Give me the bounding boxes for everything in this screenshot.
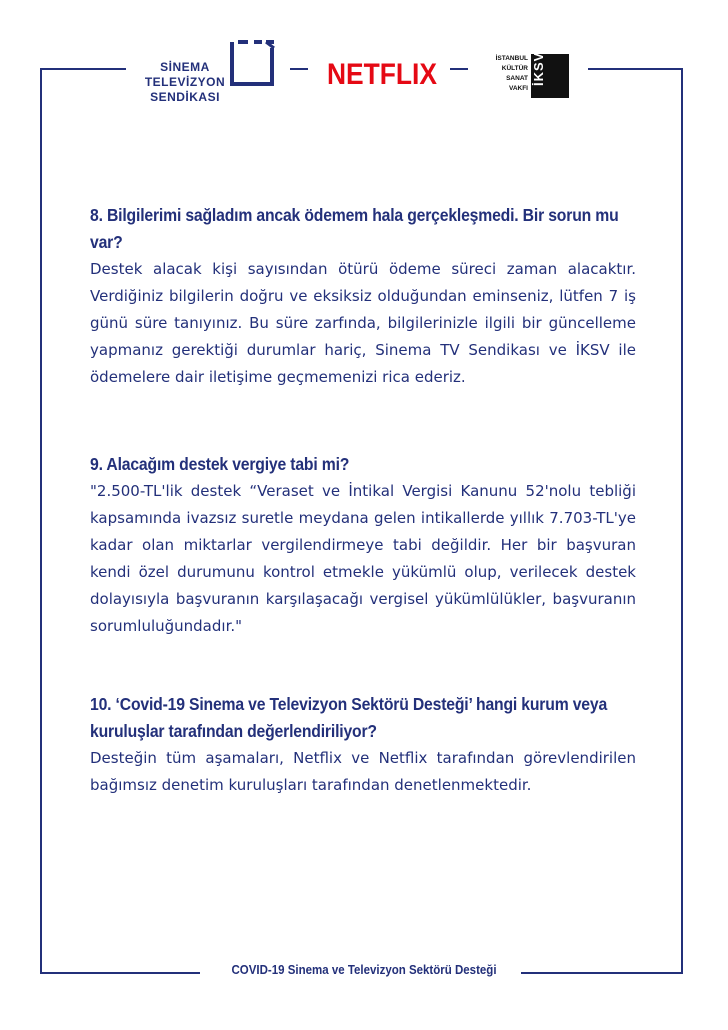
faq-section-9 [90, 451, 636, 640]
frame-top-right-line [588, 68, 683, 70]
faq-section-8 [90, 202, 636, 391]
iksv-logo-text [488, 54, 528, 94]
union-logo-line: TELEVİZYON [144, 75, 226, 89]
header-dash-right [450, 68, 468, 70]
faq-answer: "2.500-TL'lik destek “Veraset ve İntikal Vergisi Kanunu 52'nolu tebliği kapsamında ivazsız suretle meydana gelen intikallerde yıllık 7.703-TL'ye kadar olan miktarlar vergilendirmeye tabi değildir. Her bir başvuran kendi özel durumunu kontrol etmekle yükümlü olup, verilecek destek dolayısıyla başvuranın karşılaşacağı vergisel yükümlülükler, başvuranın sorumluluğundadır." [90, 482, 636, 635]
union-frame-icon [228, 40, 276, 88]
iksv-logo-line: VAKFI [508, 85, 528, 92]
iksv-logo-line: KÜLTÜR [501, 65, 528, 72]
frame-bottom-right-line [521, 972, 683, 974]
faq-question: 8. Bilgilerimi sağladım ancak ödemem hala gerçekleşmedi. Bir sorun mu var? [90, 205, 619, 252]
frame-top-left-line [40, 68, 126, 70]
union-logo-line: SİNEMA [160, 60, 210, 74]
iksv-logo-line: İSTANBUL [495, 55, 528, 62]
frame-left-line [40, 68, 42, 974]
faq-answer: Desteğin tüm aşamaları, Netflix ve Netflix tarafından görevlendirilen bağımsız denetim kuruluşları tarafından denetlenmektedir. [90, 749, 636, 794]
footer-title: COVID-19 Sinema ve Televizyon Sektörü Desteği [231, 963, 497, 977]
union-logo-text [137, 60, 233, 105]
faq-answer: Destek alacak kişi sayısından ötürü ödeme süreci zaman alacaktır. Verdiğiniz bilgilerin doğru ve eksiksiz olduğundan eminseniz, lütfen 7 iş günü süre tanıyınız. Bu süre zarfında, bilgilerinizle ilgili bir güncelleme yapmanız gerektiği durumlar hariç, Sinema TV Sendikası ve İKSV ile ödemelere dair iletişime geçmemenizi rica ederiz. [90, 260, 636, 386]
frame-right-line [681, 68, 683, 974]
iksv-logo-mark [531, 51, 569, 98]
frame-bottom-left-line [40, 972, 200, 974]
faq-section-10 [90, 691, 636, 799]
faq-question: 9. Alacağım destek vergiye tabi mi? [90, 454, 350, 474]
iksv-mark-text: İKSV [531, 51, 546, 86]
netflix-logo: NETFLIX [326, 58, 437, 91]
header-dash-left [290, 68, 308, 70]
faq-question: 10. ‘Covid-19 Sinema ve Televizyon Sektörü Desteği’ hangi kurum veya kuruluşlar tarafından değerlendiriliyor? [90, 694, 608, 741]
iksv-logo-line: SANAT [506, 75, 528, 82]
union-logo-line: SENDİKASI [150, 90, 220, 104]
